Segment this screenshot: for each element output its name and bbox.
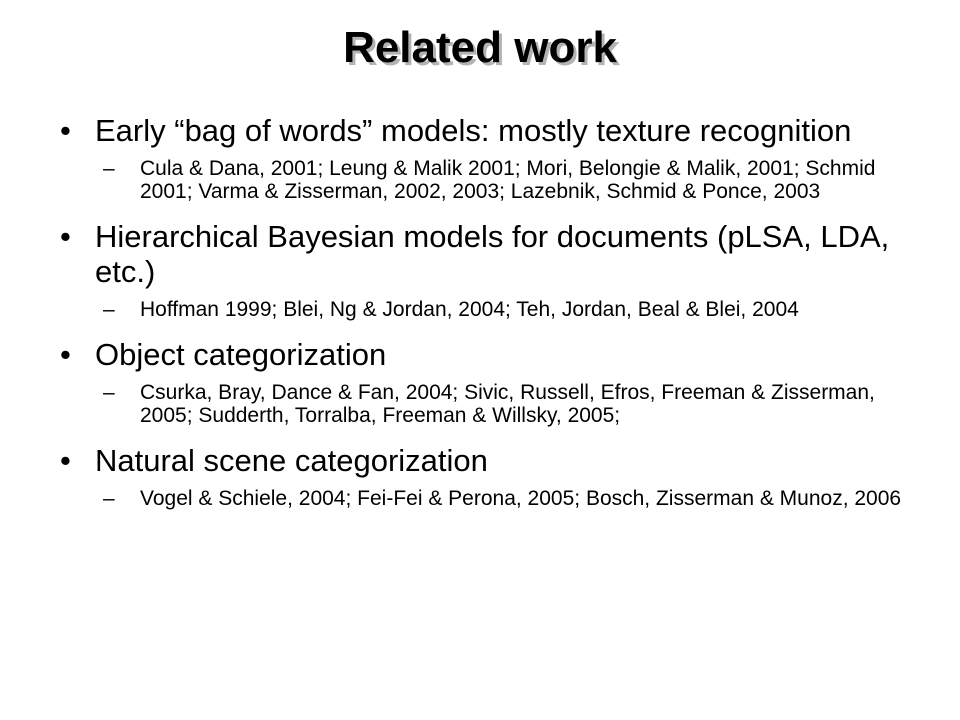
sub-bullet-item (60, 157, 920, 203)
sub-bullet-item (60, 298, 920, 321)
bullet-point-icon: • (60, 219, 71, 254)
bullet-item (60, 113, 920, 148)
sub-bullet-item (60, 487, 920, 510)
bullet-point-icon: • (60, 337, 71, 372)
bullet-point-icon: • (60, 443, 71, 478)
dash-icon: – (103, 381, 115, 404)
bullet-point-icon: • (60, 113, 71, 148)
bullet-item (60, 219, 920, 289)
bullet-text: Early “bag of words” models: mostly texture recognition (95, 113, 852, 148)
bullet-item (60, 337, 920, 372)
bullet-text: Hierarchical Bayesian models for documents (pLSA, LDA, etc.) (95, 219, 890, 289)
sub-bullet-text: Cula & Dana, 2001; Leung & Malik 2001; Mori, Belongie & Malik, 2001; Schmid 2001; Varma & Zisserman, 2002, 2003; Lazebnik, Schmid & Ponce, 2003 (140, 157, 876, 203)
sub-bullet-text: Vogel & Schiele, 2004; Fei-Fei & Perona, 2005; Bosch, Zisserman & Munoz, 2006 (140, 487, 902, 510)
bullet-item (60, 443, 920, 478)
bullet-list (60, 113, 920, 510)
dash-icon: – (103, 487, 115, 510)
dash-icon: – (103, 157, 115, 180)
bullet-text: Object categorization (95, 337, 387, 372)
sub-bullet-text: Csurka, Bray, Dance & Fan, 2004; Sivic, Russell, Efros, Freeman & Zisserman, 2005; Sudderth, Torralba, Freeman & Willsky, 2005; (140, 381, 875, 427)
sub-bullet-item (60, 381, 920, 427)
sub-bullet-text: Hoffman 1999; Blei, Ng & Jordan, 2004; Teh, Jordan, Beal & Blei, 2004 (140, 298, 799, 321)
slide-title: Related work (343, 23, 617, 72)
bullet-text: Natural scene categorization (95, 443, 488, 478)
dash-icon: – (103, 298, 115, 321)
